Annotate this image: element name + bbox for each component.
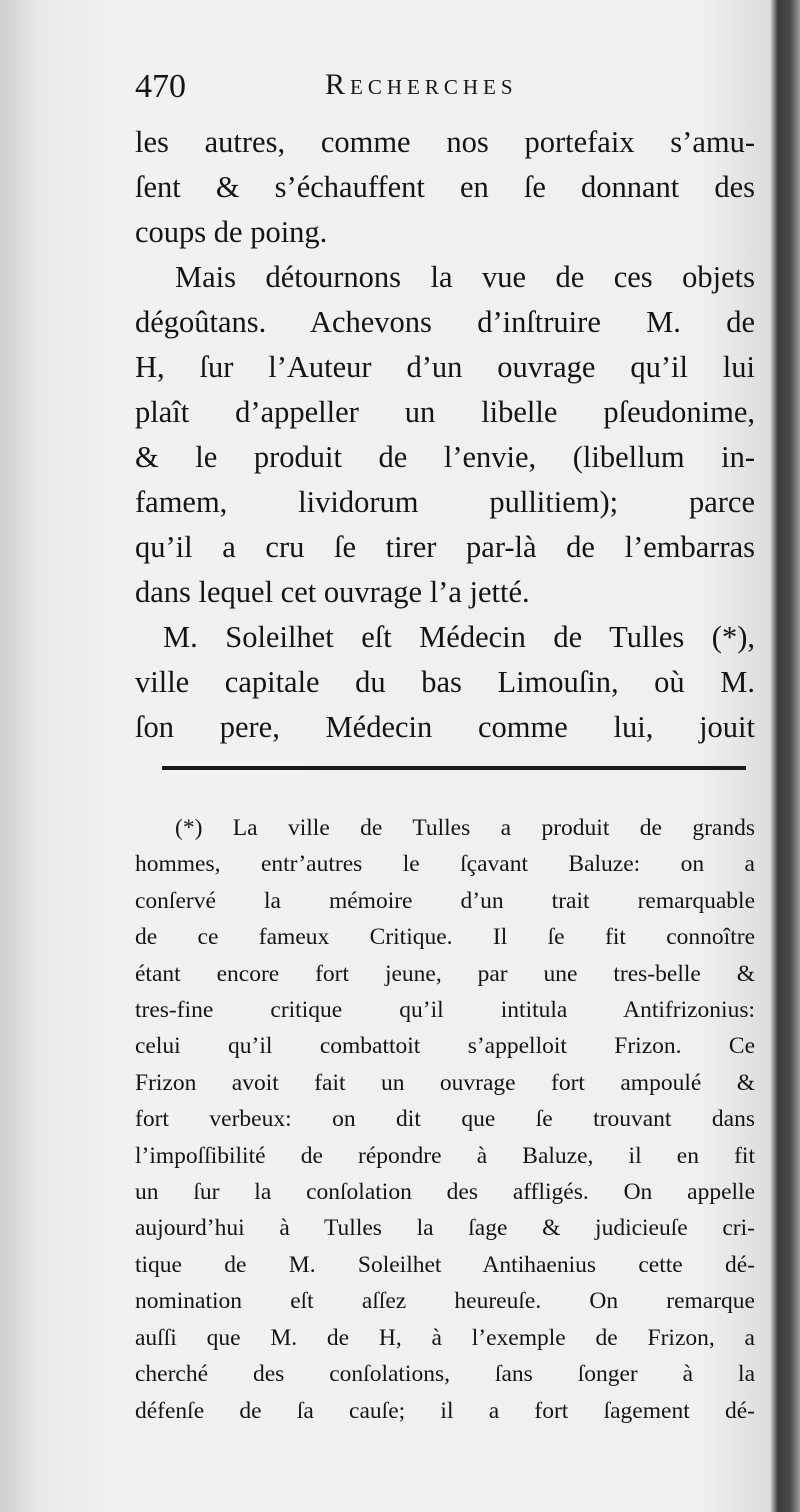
text-line: dégoûtans. Achevons d’inſtruire M. de bbox=[135, 305, 755, 339]
text-line: coups de poing. bbox=[135, 215, 328, 249]
footnote bbox=[135, 810, 755, 1429]
text-line: qu’il a cru ſe tirer par-là de l’embarras bbox=[135, 530, 755, 564]
footnote-line: tres-fine critique qu’il intitula Antifrizonius: bbox=[135, 997, 755, 1024]
running-title: Recherches bbox=[325, 68, 518, 101]
text-line: ſon pere, Médecin comme lui, jouit bbox=[135, 710, 755, 744]
footnote-line: fort verbeux: on dit que ſe trouvant dans bbox=[135, 1106, 755, 1133]
text-line: ſent & s’échauffent en ſe donnant des bbox=[135, 170, 755, 204]
text-line: les autres, comme nos portefaix s’amu- bbox=[135, 125, 755, 159]
running-header bbox=[135, 68, 755, 112]
footnote-line: l’impoſſibilité de répondre à Baluze, il en fit bbox=[135, 1142, 755, 1169]
footnote-line: défenſe de ſa cauſe; il a fort ſagement dé- bbox=[135, 1397, 755, 1424]
text-line: famem, lividorum pullitiem); parce bbox=[135, 485, 755, 519]
footnote-line: Frizon avoit fait un ouvrage fort ampoulé & bbox=[135, 1069, 755, 1096]
text-line: M. Soleilhet eſt Médecin de Tulles (*), bbox=[163, 620, 755, 654]
text-line: ville capitale du bas Limouſin, où M. bbox=[135, 665, 755, 699]
footnote-line: étant encore fort jeune, par une tres-belle & bbox=[135, 960, 755, 987]
footnote-line: un ſur la conſolation des affligés. On appelle bbox=[135, 1179, 755, 1206]
footnote-divider bbox=[162, 766, 746, 770]
footnote-line: de ce fameux Critique. Il ſe fit connoître bbox=[135, 924, 755, 951]
footnote-line: celui qu’il combattoit s’appelloit Frizon. Ce bbox=[135, 1033, 755, 1060]
footnote-line: conſervé la mémoire d’un trait remarquable bbox=[135, 887, 755, 914]
footnote-line: hommes, entr’autres le ſçavant Baluze: on a bbox=[135, 851, 755, 878]
text-line: & le produit de l’envie, (libellum in- bbox=[135, 440, 755, 474]
text-line: H, ſur l’Auteur d’un ouvrage qu’il lui bbox=[135, 350, 755, 384]
footnote-line: nomination eſt aſſez heureuſe. On remarque bbox=[135, 1288, 755, 1315]
text-line: Mais détournons la vue de ces objets bbox=[175, 260, 755, 294]
footnote-line: auſſi que M. de H, à l’exemple de Frizon, a bbox=[135, 1324, 755, 1351]
text-line: dans lequel cet ouvrage l’a jetté. bbox=[135, 575, 530, 609]
page-number: 470 bbox=[135, 68, 186, 105]
footnote-line: cherché des conſolations, ſans ſonger à la bbox=[135, 1361, 755, 1388]
text-line: plaît d’appeller un libelle pſeudonime, bbox=[135, 395, 755, 429]
footnote-line: tique de M. Soleilhet Antihaenius cette dé- bbox=[135, 1251, 755, 1278]
main-text bbox=[135, 120, 755, 750]
footnote-line: (*) La ville de Tulles a produit de grands bbox=[175, 815, 755, 841]
footnote-line: aujourd’hui à Tulles la ſage & judicieuſe cri- bbox=[135, 1215, 755, 1242]
